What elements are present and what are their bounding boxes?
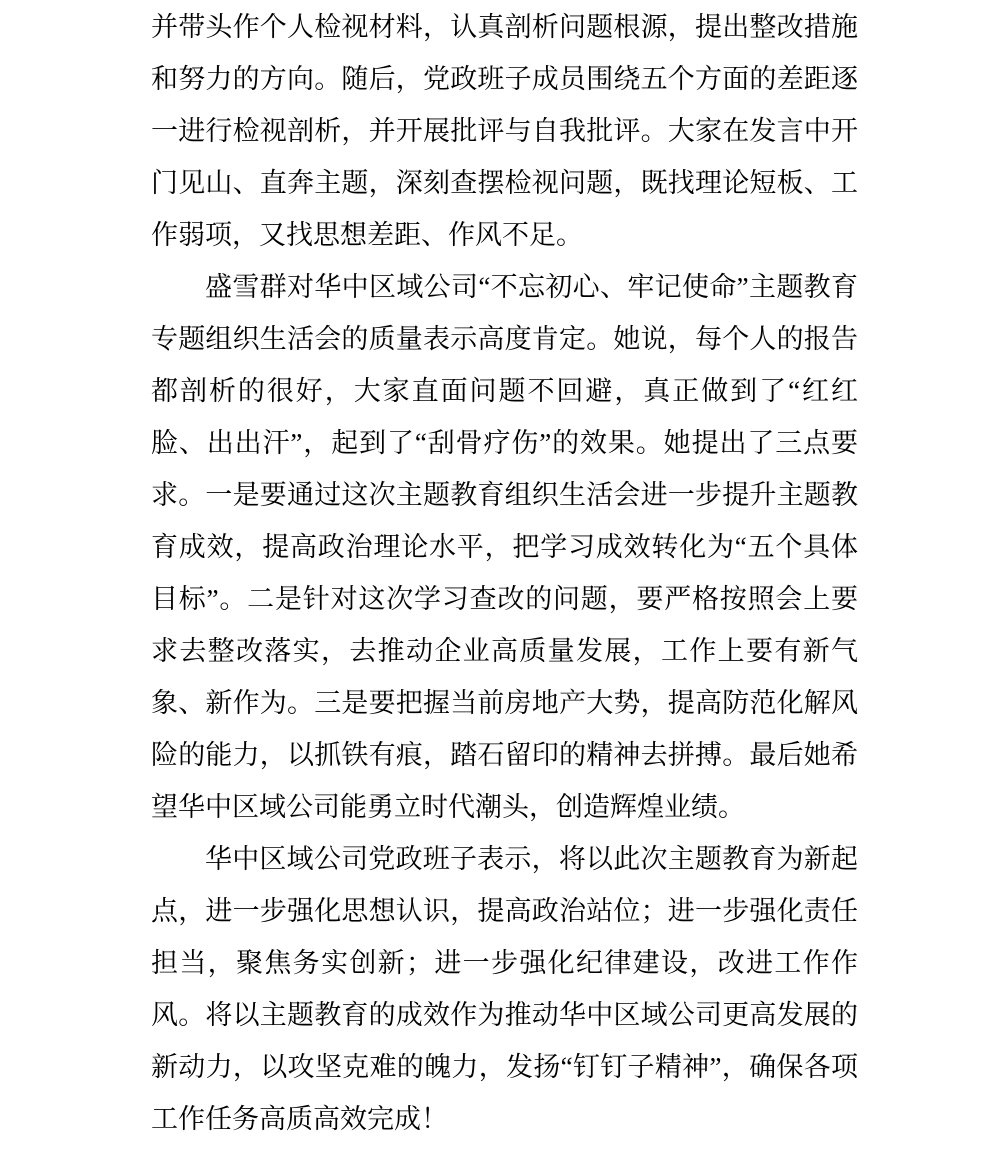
paragraph: 并带头作个人检视材料，认真剖析问题根源，提出整改措施和努力的方向。随后，党政班子成员围绕五个方面的差距逐一进行检视剖析，并开展批评与自我批评。大家在发言中开门见山、直奔主题，深刻查摆检视问题，既找理论短板、工作弱项，又找思想差距、作风不足。 <box>151 12 858 250</box>
document-body <box>151 1 858 1145</box>
paragraph: 盛雪群对华中区域公司“不忘初心、牢记使命”主题教育专题组织生活会的质量表示高度肯定。她说，每个人的报告都剖析的很好，大家直面问题不回避，真正做到了“红红脸、出出汗”，起到了“刮骨疗伤”的效果。她提出了三点要求。一是要通过这次主题教育组织生活会进一步提升主题教育成效，提高政治理论水平，把学习成效转化为“五个具体目标”。二是针对这次学习查改的问题，要严格按照会上要求去整改落实，去推动企业高质量发展，工作上要有新气象、新作为。三是要把握当前房地产大势，提高防范化解风险的能力，以抓铁有痕，踏石留印的精神去拼搏。最后她希望华中区域公司能勇立时代潮头，创造辉煌业绩。 <box>151 272 858 822</box>
paragraph: 华中区域公司党政班子表示，将以此次主题教育为新起点，进一步强化思想认识，提高政治站位；进一步强化责任担当，聚焦务实创新；进一步强化纪律建设，改进工作作风。将以主题教育的成效作为推动华中区域公司更高发展的新动力，以攻坚克难的魄力，发扬“钉钉子精神”，确保各项工作任务高质高效完成！ <box>151 844 858 1134</box>
